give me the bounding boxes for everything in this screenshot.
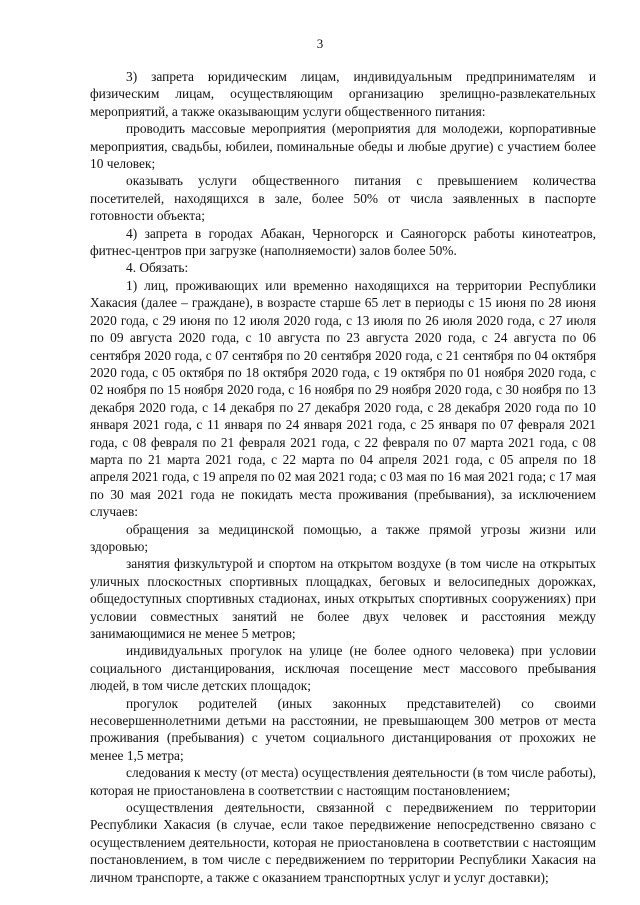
paragraph-commute-to-work: следования к месту (от места) осуществления деятельности (в том числе работы), которая не приостановлена в соответствии с настоящим постановлением;	[90, 765, 596, 798]
paragraph-section-4-heading: 4. Обязать:	[126, 260, 189, 276]
document-body	[90, 68, 596, 886]
paragraph-item-4-cinemas: 4) запрета в городах Абакан, Черногорск и Саяногорск работы кинотеатров, фитнес-центров при загрузке (наполняемости) залов более 50%.	[90, 225, 596, 259]
paragraph-sports-outdoors: занятия физкультурой и спортом на открытом воздухе (в том числе на открытых уличных плоскостных спортивных площадках, беговых и велосипедных дорожках, общедоступных спортивных стадионах, иных открытых спортивных сооружениях) при условии совместных занятий не более двух человек и расстояния между занимающимися не менее 5 метров;	[90, 556, 596, 641]
paragraph-walks-with-children: прогулок родителей (иных законных представителей) со своими несовершеннолетними детьми на расстоянии, не превышающем 300 метров от места проживания (пребывания) с учетом социального дистанцирования от прохожих не менее 1,5 метра;	[90, 695, 596, 763]
paragraph-mass-events: проводить массовые мероприятия (мероприятия для молодежи, корпоративные мероприятия, свадьбы, юбилеи, поминальные обеды и любые другие) с участием более 10 человек;	[90, 121, 596, 172]
paragraph-item-3-restriction: 3) запрета юридическим лицам, индивидуальным предпринимателям и физическим лицам, осуществляющим организацию зрелищно-развлекательных мероприятий, а также оказывающим услуги общественного питания:	[90, 69, 596, 119]
paragraph-catering: оказывать услуги общественного питания с превышением количества посетителей, находящихся в зале, более 50% от числа заявленных в паспорте готовности объекта;	[90, 173, 596, 224]
paragraph-individual-walks: индивидуальных прогулок на улице (не более одного человека) при условии социального дистанцирования, исключая посещение мест массового пребывания людей, в том числе детских площадок;	[90, 643, 596, 694]
paragraph-self-isolation-periods: 1) лиц, проживающих или временно находящихся на территории Республики Хакасия (далее – граждане), в возрасте старше 65 лет в периоды с 15 июня по 28 июня 2020 года, с 29 июня по 12 июля 2020 года, с 13 июля по 26 июля 2020 года, с 27 июля по 09 августа 2020 года, с 10 августа по 23 августа 2020 года, с 24 августа по 06 сентября 2020 года, с 07 сентября по 20 сентября 2020 года, с 21 сентября по 04 октября 2020 года, с 05 октября по 18 октября 2020 года, с 19 октября по 01 ноября 2020 года, с 02 ноября по 15 ноября 2020 года, с 16 ноября по 29 ноября 2020 года, с 30 ноября по 13 декабря 2020 года, с 14 декабря по 27 декабря 2020 года, с 28 декабря 2020 года по 10 января 2021 года, с 11 января по 24 января 2021 года, с 25 января по 07 февраля 2021 года, с 08 февраля по 21 февраля 2021 года, с 22 февраля по 07 марта 2021 года, с 08 марта по 21 марта 2021 года, с 22 марта по 04 апреля 2021 года, с 05 апреля по 18 апреля 2021 года, с 19 апреля по 02 мая 2021 года; с 03 мая по 16 мая 2021 года; с 17 мая по 30 мая 2021 года не покидать места проживания (пребывания), за исключением случаев:	[90, 277, 596, 520]
paragraph-medical-help: обращения за медицинской помощью, а также прямой угрозы жизни или здоровью;	[90, 521, 596, 554]
paragraph-business-travel: осуществления деятельности, связанной с передвижением по территории Республики Хакасия (в случае, если такое передвижение непосредственно связано с осуществлением деятельности, которая не приостановлена в соответствии с настоящим постановлением, в том числе с передвижением по территории Республики Хакасия на личном транспорте, а также с оказанием транспортных услуг и услуг доставки);	[90, 800, 596, 885]
page-number: 3	[316, 36, 324, 51]
